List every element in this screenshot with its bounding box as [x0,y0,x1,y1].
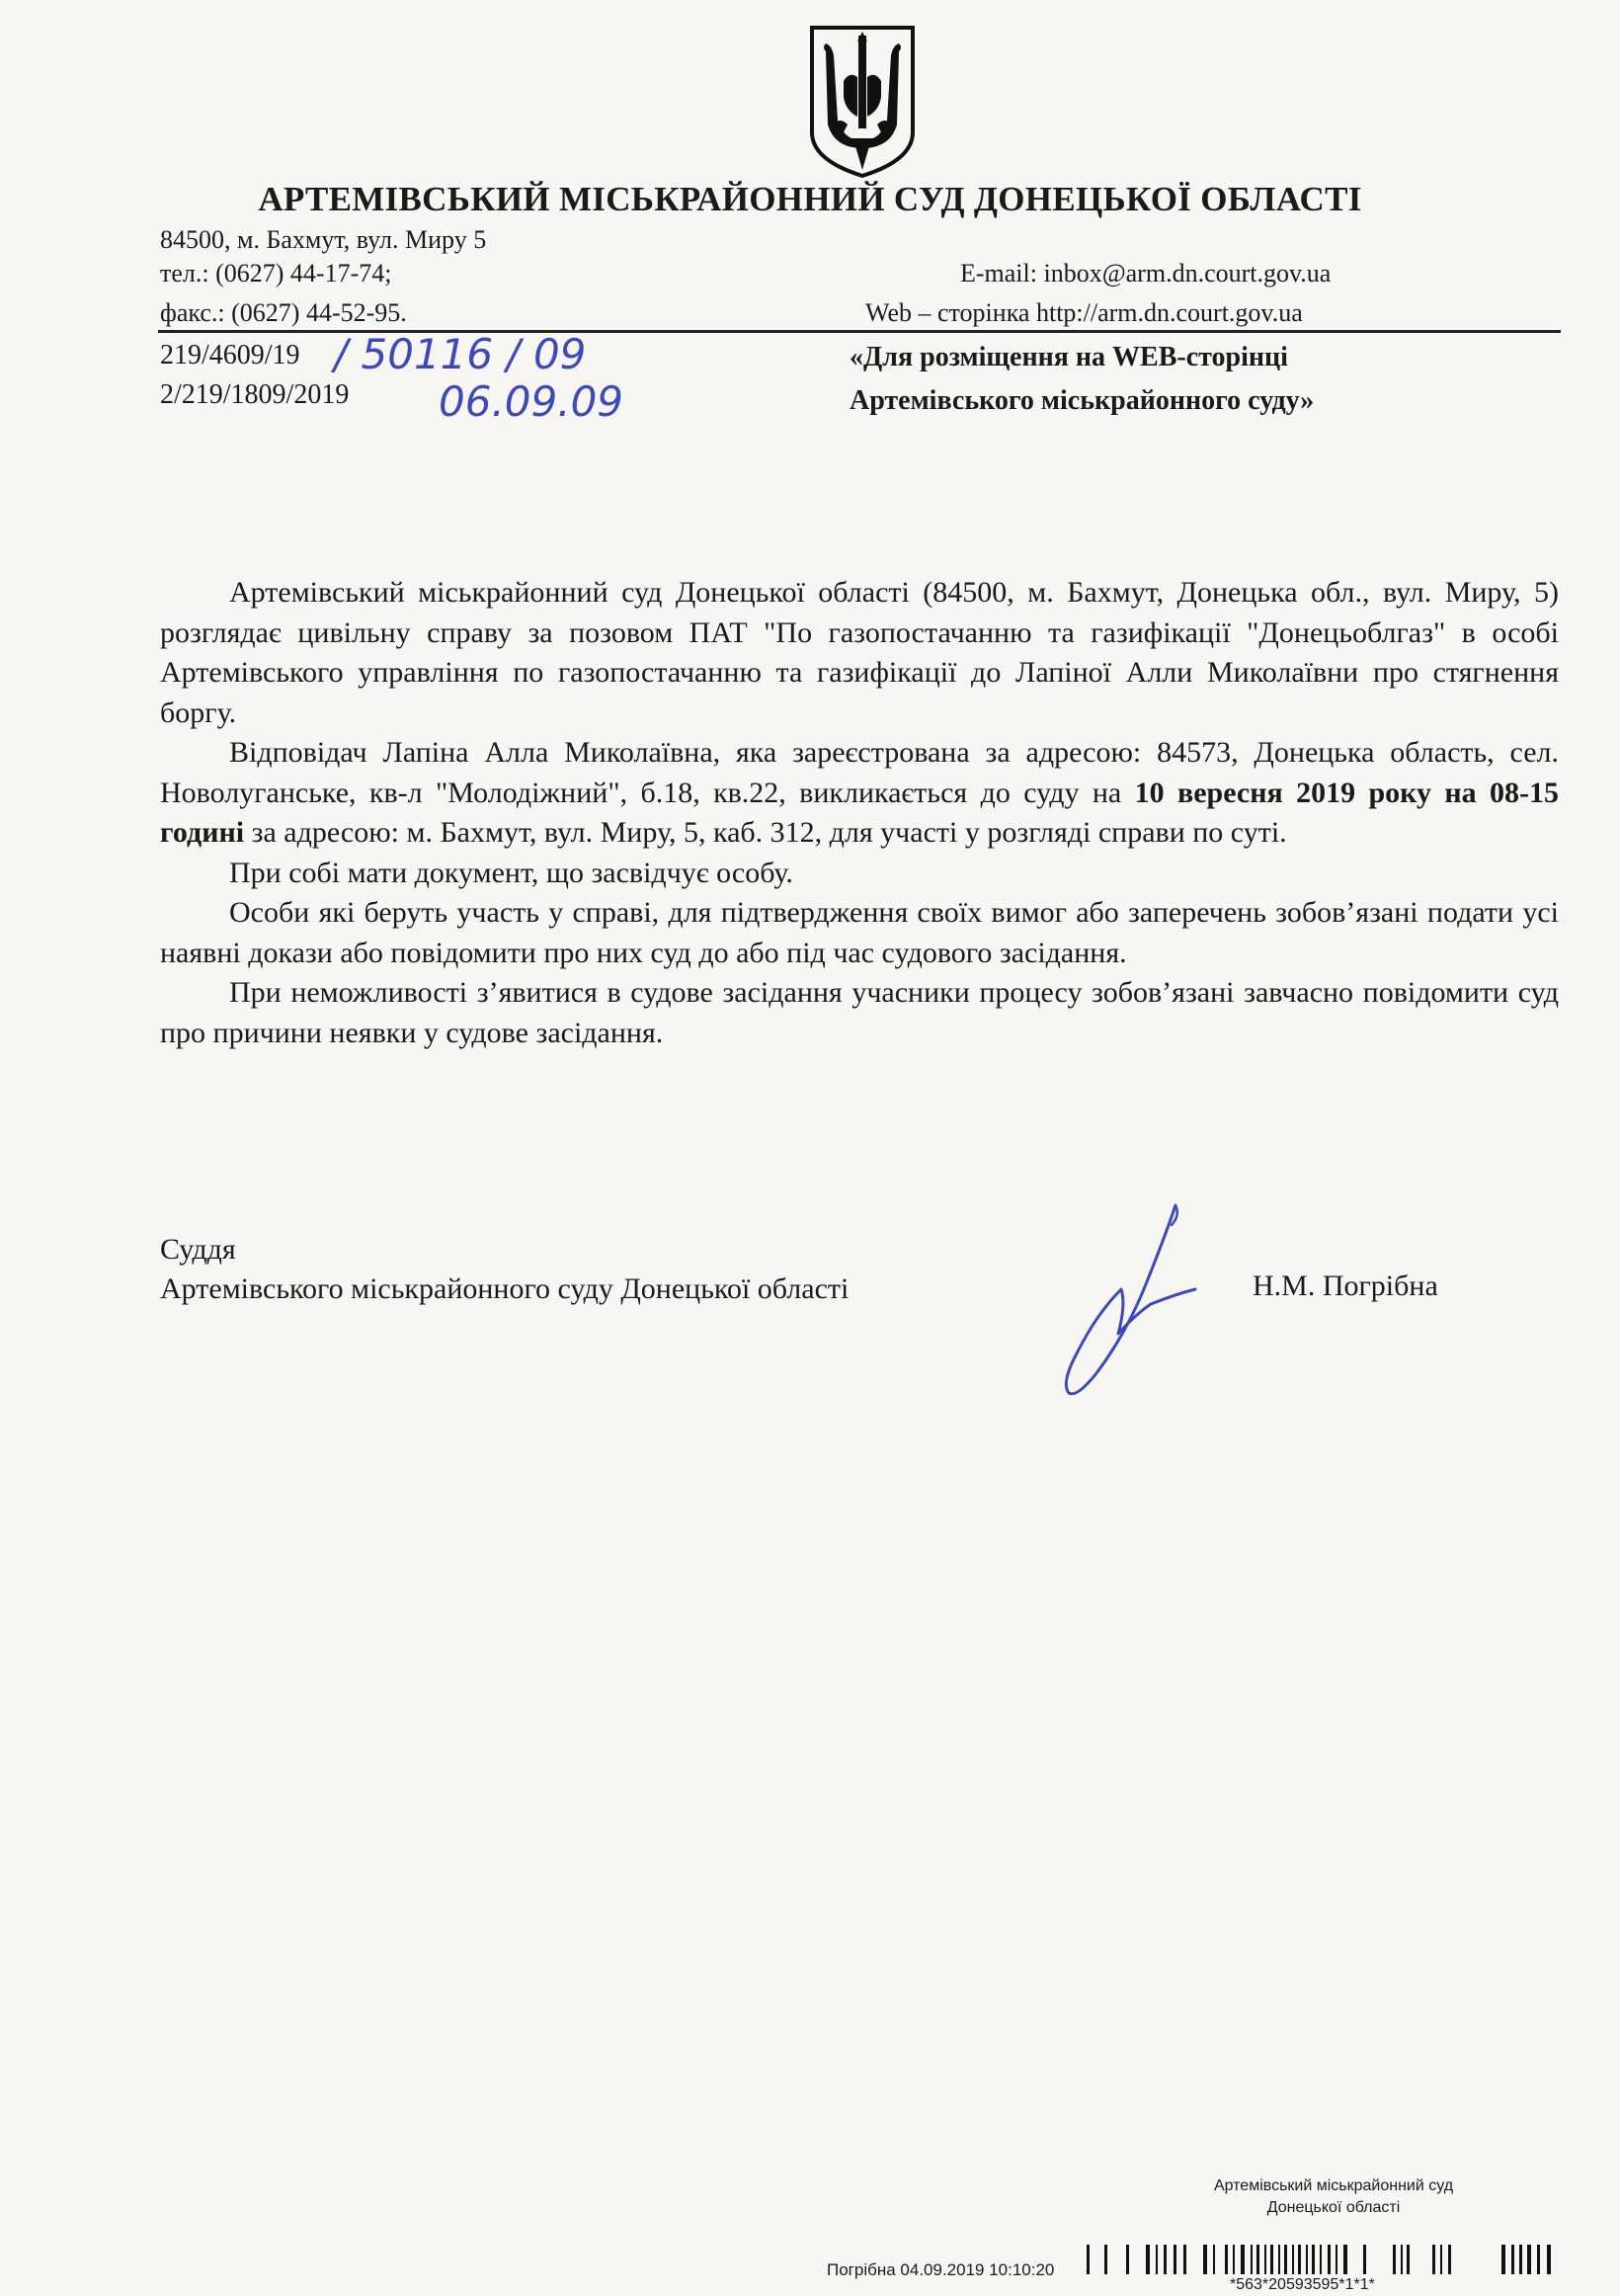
court-website: Web – сторінка http://arm.dn.court.gov.ua [865,298,1303,327]
document-body [160,573,1559,1053]
court-phone: тел.: (0627) 44-17-74; [160,259,392,287]
web-note-line-1: «Для розміщення на WEB-сторінці [850,342,1288,372]
barcode-number: *563*20593595*1*1* [1230,2276,1375,2293]
summons-text-start: Відповідач Лапіна Алла Миколаївна, яка зареєстрована за адресою: 84573, Донецька область, сел. Новолуганське, кв-л "Молодіжний", б.18, кв.22, викликається до суду на [160,736,1559,809]
stamp-court-line-1: Артемівський міськрайонний суд [1213,2177,1454,2194]
web-publication-note [850,336,1314,423]
signature-block [160,1230,849,1309]
proceeding-number: 2/219/1809/2019 [160,379,350,410]
paragraph-absence-notice: При неможливості з’явитися в судове засідання учасники процесу зобов’язані завчасно повідомити суд про причини неявки у судове засідання. [160,976,1559,1049]
handwritten-signature [1027,1195,1225,1413]
handwritten-registration-number: / 50116 / 09 [334,330,587,378]
emblem-trident-icon [804,22,921,180]
registration-user-time: Погрібна 04.09.2019 10:10:20 [827,2260,1055,2279]
court-address: 84500, м. Бахмут, вул. Миру 5 [160,225,487,254]
court-fax: факс.: (0627) 44-52-95. [160,298,407,327]
summons-text-end: за адресою: м. Бахмут, вул. Миру, 5, каб. 312, для участі у розгляді справи по суті. [244,816,1287,849]
judge-name: Н.М. Погрібна [1253,1270,1438,1302]
stamp-court-line-2: Донецької області [1266,2199,1401,2216]
web-note-line-2: Артемівського міськрайонного суду» [850,385,1315,416]
court-title: АРТЕМІВСЬКИЙ МІСЬКРАЙОННИЙ СУД ДОНЕЦЬКОЇ ОБЛАСТІ [258,180,1362,218]
judge-role: Суддя [160,1233,236,1266]
hearing-date-time: 10 вересня 2019 року на 08-15 годині [160,776,1559,849]
judge-court: Артемівського міськрайонного суду Донецької області [160,1272,850,1305]
barcode-icon [1087,2245,1566,2280]
court-email: E-mail: inbox@arm.dn.court.gov.ua [960,259,1332,287]
paragraph-evidence: Особи які беруть участь у справі, для підтвердження своїх вимог або заперечень зобов’язані подати усі наявні докази або повідомити про них суд до або під час судового засідання. [160,896,1559,969]
paragraph-case-description: Артемівський міськрайонний суд Донецької області (84500, м. Бахмут, Донецька обл., вул. Миру, 5) розглядає цивільну справу за позовом ПАТ "По газопостачанню та газифікації "Донецьоблгаз" в особі Артемівського управління по газопостачанню та газифікації до Лапіної Алли Миколаївни про стягнення боргу. [160,576,1559,729]
registration-stamp-court [1175,2175,1492,2219]
case-number: 219/4609/19 [160,340,300,370]
paragraph-summons [160,733,1559,854]
paragraph-id-document: При собі мати документ, що засвідчує особу. [229,856,793,889]
handwritten-date: 06.09.09 [439,377,624,426]
